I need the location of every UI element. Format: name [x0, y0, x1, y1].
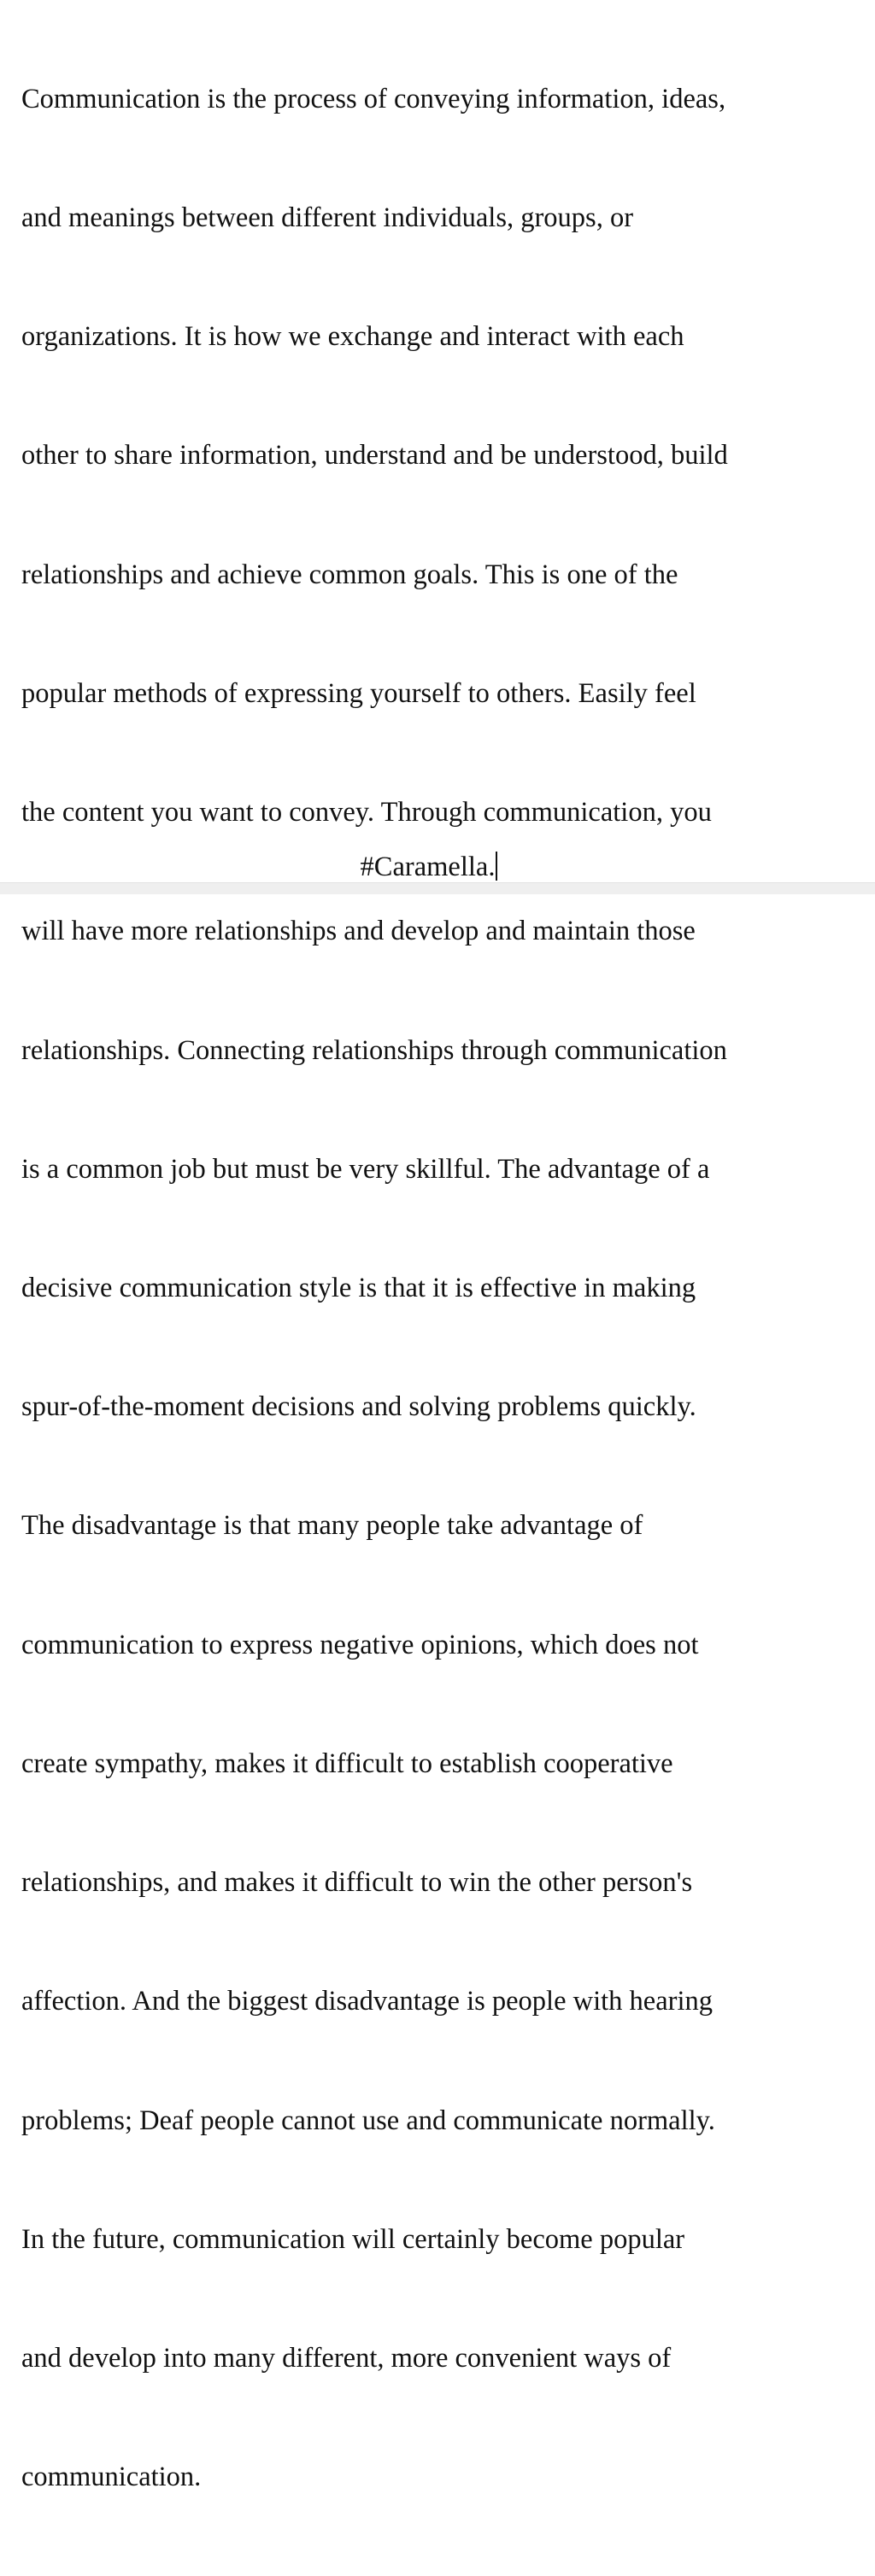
- text-line: problems; Deaf people cannot use and communicate normally.: [21, 2105, 715, 2136]
- text-line: create sympathy, makes it difficult to establish cooperative: [21, 1748, 673, 1779]
- text-line: relationships and achieve common goals. This is one of the: [21, 559, 678, 590]
- text-line: affection. And the biggest disadvantage is people with hearing: [21, 1986, 713, 2017]
- text-line: decisive communication style is that it is effective in making: [21, 1273, 696, 1303]
- bottom-scroll-strip: [0, 882, 875, 894]
- text-line: In the future, communication will certainly become popular: [21, 2223, 685, 2255]
- document-body-text[interactable]: [21, 0, 842, 2576]
- text-line: organizations. It is how we exchange and interact with each: [21, 321, 684, 353]
- text-line: The disadvantage is that many people take advantage of: [21, 1510, 643, 1542]
- text-line: popular methods of expressing yourself to others. Easily feel: [21, 677, 696, 709]
- text-line: spur-of-the-moment decisions and solving problems quickly.: [21, 1391, 696, 1423]
- text-line: other to share information, understand and be understood, build: [21, 440, 728, 471]
- text-line: and develop into many different, more convenient ways of: [21, 2342, 672, 2374]
- signature-line[interactable]: [0, 847, 858, 887]
- text-line: the content you want to convey. Through communication, you: [21, 797, 712, 828]
- text-line: Communication is the process of conveying information, ideas,: [21, 83, 726, 114]
- text-line: communication.: [21, 2462, 202, 2493]
- text-line: relationships. Connecting relationships through communication: [21, 1034, 727, 1066]
- text-line: and meanings between different individuals, groups, or: [21, 202, 634, 234]
- text-line: is a common job but must be very skillful. The advantage of a: [21, 1153, 710, 1185]
- text-line: communication to express negative opinions, which does not: [21, 1629, 699, 1660]
- text-cursor: [496, 852, 497, 881]
- signature-text: #Caramella.: [360, 852, 496, 882]
- text-line: relationships, and makes it difficult to win the other person's: [21, 1867, 693, 1899]
- text-line: will have more relationships and develop and maintain those: [21, 916, 696, 947]
